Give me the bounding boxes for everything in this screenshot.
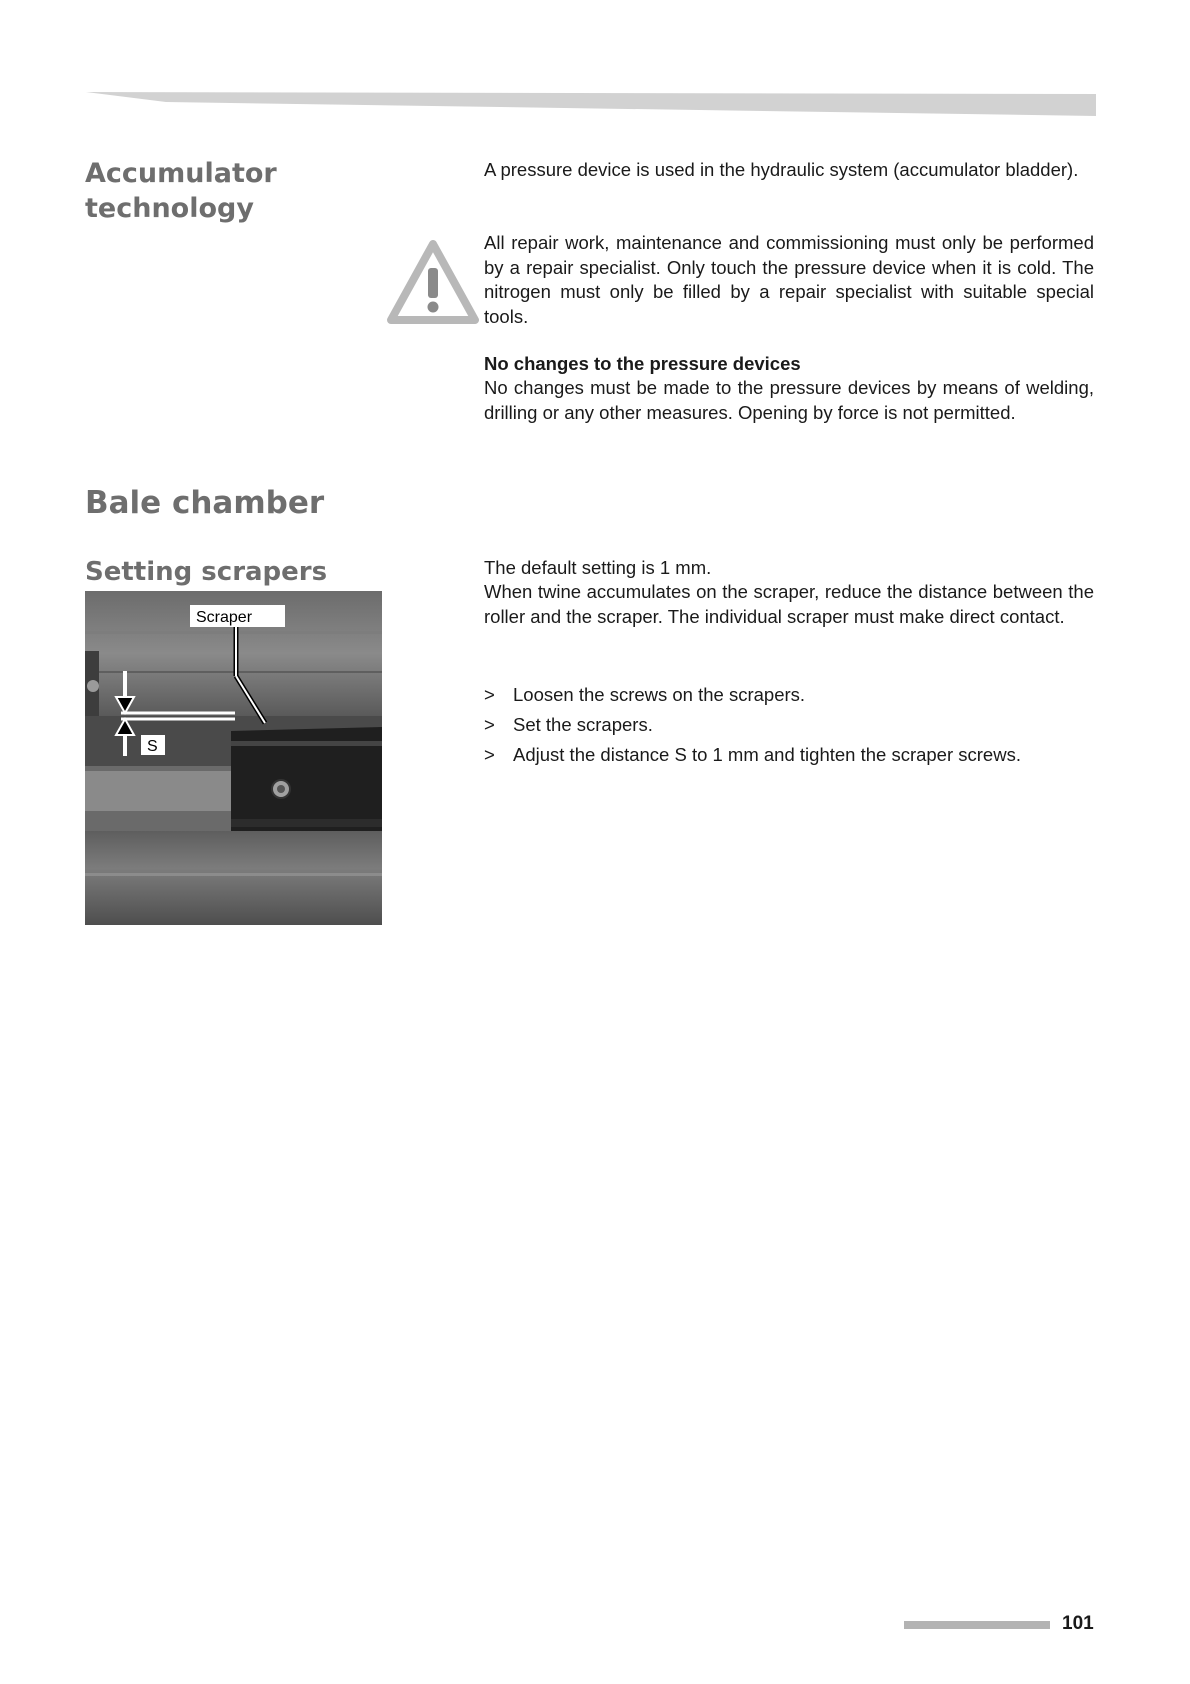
default-setting-text: The default setting is 1 mm. [484, 557, 712, 578]
step-marker: > [484, 714, 495, 735]
section-heading-bale-chamber: Bale chamber [85, 485, 325, 521]
step-text: Adjust the distance S to 1 mm and tighten the scraper screws. [513, 744, 1021, 765]
scraper-photo [85, 591, 382, 925]
footer-bar [904, 1621, 1050, 1629]
accumulator-intro: A pressure device is used in the hydraulic system (accumulator bladder). [484, 159, 1079, 180]
header-band [86, 92, 1096, 116]
list-item [484, 713, 1094, 743]
step-marker: > [484, 744, 495, 765]
warning-triangle-icon [387, 238, 479, 324]
no-changes-title: No changes to the pressure devices [484, 353, 801, 374]
photo-label-scraper: Scraper [196, 609, 253, 626]
heading-line-1: Accumulator [85, 158, 277, 189]
list-item [484, 743, 1094, 773]
step-text: Set the scrapers. [513, 714, 653, 735]
section-heading-setting-scrapers: Setting scrapers [85, 557, 328, 587]
step-text: Loosen the screws on the scrapers. [513, 684, 806, 705]
section-heading-accumulator [85, 156, 375, 226]
no-changes-text: No changes must be made to the pressure devices by means of welding, drilling or any other measures. Opening by force is not permitted. [484, 377, 1094, 423]
page-number: 101 [1062, 1613, 1094, 1634]
step-list [484, 683, 1094, 773]
warning-text: All repair work, maintenance and commissioning must only be performed by a repair specialist. Only touch the pressure device when it is cold. The nitrogen must only be filled by a repair specialist with suitable special tools. [484, 232, 1094, 327]
step-marker: > [484, 684, 495, 705]
heading-line-2: technology [85, 193, 254, 224]
list-item [484, 683, 1094, 713]
twine-text: When twine accumulates on the scraper, reduce the distance between the roller and the scraper. The individual scraper must make direct contact. [484, 581, 1094, 627]
photo-label-s: S [147, 738, 158, 755]
